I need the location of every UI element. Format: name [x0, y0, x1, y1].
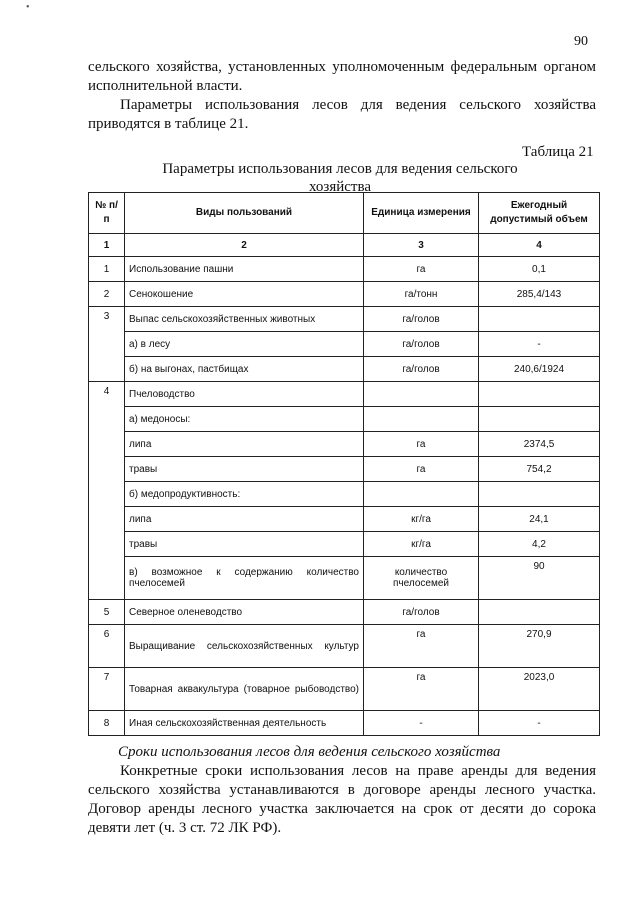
header-annual-volume: Ежегодный допустимый объем	[479, 193, 600, 234]
row-volume: -	[479, 711, 600, 736]
table-row	[89, 407, 600, 432]
table-row	[89, 432, 600, 457]
table-header-row	[89, 193, 600, 234]
row-use-type: б) медопродуктивность:	[125, 482, 364, 507]
row-use-type: а) медоносы:	[125, 407, 364, 432]
row-use-type: Северное оленеводство	[125, 600, 364, 625]
row-unit: га/голов	[364, 332, 479, 357]
table-row	[89, 282, 600, 307]
row-use-type: Товарная аквакультура (товарное рыбоводство)	[125, 668, 364, 711]
table-row	[89, 257, 600, 282]
paragraph-terms: Конкретные сроки использования лесов на праве аренды для ведения сельского хозяйства устанавливаются в договоре аренды лесного участка. Договор аренды лесного участка заключается на срок от десяти до сорока девяти лет (ч. 3 ст. 72 ЛК РФ).	[88, 763, 596, 836]
row-unit: кг/га	[364, 532, 479, 557]
parameters-table	[88, 192, 600, 736]
row-volume: 285,4/143	[479, 282, 600, 307]
page-number: 90	[574, 34, 588, 49]
row-volume	[479, 382, 600, 407]
row-unit: га/тонн	[364, 282, 479, 307]
row-number: 2	[89, 282, 125, 307]
row-use-type: травы	[125, 457, 364, 482]
row-unit: га/голов	[364, 357, 479, 382]
row-unit: га	[364, 257, 479, 282]
row-use-type: липа	[125, 432, 364, 457]
table-row	[89, 625, 600, 668]
table-row	[89, 457, 600, 482]
row-volume	[479, 482, 600, 507]
row-volume: 2374,5	[479, 432, 600, 457]
section-heading: Сроки использования лесов для ведения сельского хозяйства	[118, 744, 501, 760]
header-unit: Единица измерения	[364, 193, 479, 234]
col-number-3: 3	[364, 234, 479, 257]
row-unit: га/голов	[364, 600, 479, 625]
row-use-type: Использование пашни	[125, 257, 364, 282]
row-volume: 240,6/1924	[479, 357, 600, 382]
row-volume: 2023,0	[479, 668, 600, 711]
row-number: 6	[89, 625, 125, 668]
row-use-type: Сенокошение	[125, 282, 364, 307]
row-number: 4	[89, 382, 125, 600]
row-volume: 270,9	[479, 625, 600, 668]
row-use-type: б) на выгонах, пастбищах	[125, 357, 364, 382]
row-use-type: в) возможное к содержанию количество пчелосемей	[125, 557, 364, 600]
table-row	[89, 507, 600, 532]
table-row	[89, 668, 600, 711]
col-number-4: 4	[479, 234, 600, 257]
paragraph-continuation: сельского хозяйства, установленных уполномоченным федеральным органом исполнительной власти.	[88, 59, 596, 94]
table-row	[89, 332, 600, 357]
table-title: Параметры использования лесов для ведения сельского хозяйства	[162, 161, 518, 195]
column-number-row	[89, 234, 600, 257]
row-use-type: Пчеловодство	[125, 382, 364, 407]
row-volume	[479, 307, 600, 332]
table-row	[89, 357, 600, 382]
row-number: 3	[89, 307, 125, 382]
row-use-type: а) в лесу	[125, 332, 364, 357]
table-row	[89, 307, 600, 332]
row-unit: га/голов	[364, 307, 479, 332]
row-use-type: Иная сельскохозяйственная деятельность	[125, 711, 364, 736]
row-unit	[364, 382, 479, 407]
row-use-type: липа	[125, 507, 364, 532]
row-volume: 754,2	[479, 457, 600, 482]
row-volume: 24,1	[479, 507, 600, 532]
row-volume: 90	[479, 557, 600, 600]
row-volume: 4,2	[479, 532, 600, 557]
row-volume	[479, 600, 600, 625]
row-unit: кг/га	[364, 507, 479, 532]
row-number: 1	[89, 257, 125, 282]
paragraph-table-reference: Параметры использования лесов для ведения сельского хозяйства приводятся в таблице 21.	[88, 97, 596, 132]
row-unit	[364, 407, 479, 432]
row-unit: количество пчелосемей	[364, 557, 479, 600]
header-number: № п/п	[89, 193, 125, 234]
row-volume: -	[479, 332, 600, 357]
row-number: 5	[89, 600, 125, 625]
table-row	[89, 711, 600, 736]
table-row	[89, 382, 600, 407]
corner-mark: •	[26, 2, 30, 13]
row-unit: га	[364, 457, 479, 482]
row-unit: га	[364, 625, 479, 668]
table-row	[89, 557, 600, 600]
col-number-2: 2	[125, 234, 364, 257]
table-row	[89, 532, 600, 557]
row-volume	[479, 407, 600, 432]
row-number: 7	[89, 668, 125, 711]
table-row	[89, 482, 600, 507]
header-use-type: Виды пользований	[125, 193, 364, 234]
row-use-type: Выращивание сельскохозяйственных культур	[125, 625, 364, 668]
row-volume: 0,1	[479, 257, 600, 282]
row-number: 8	[89, 711, 125, 736]
row-use-type: Выпас сельскохозяйственных животных	[125, 307, 364, 332]
row-use-type: травы	[125, 532, 364, 557]
col-number-1: 1	[89, 234, 125, 257]
row-unit: га	[364, 668, 479, 711]
table-label: Таблица 21	[522, 144, 594, 160]
row-unit	[364, 482, 479, 507]
row-unit: -	[364, 711, 479, 736]
row-unit: га	[364, 432, 479, 457]
table-row	[89, 600, 600, 625]
